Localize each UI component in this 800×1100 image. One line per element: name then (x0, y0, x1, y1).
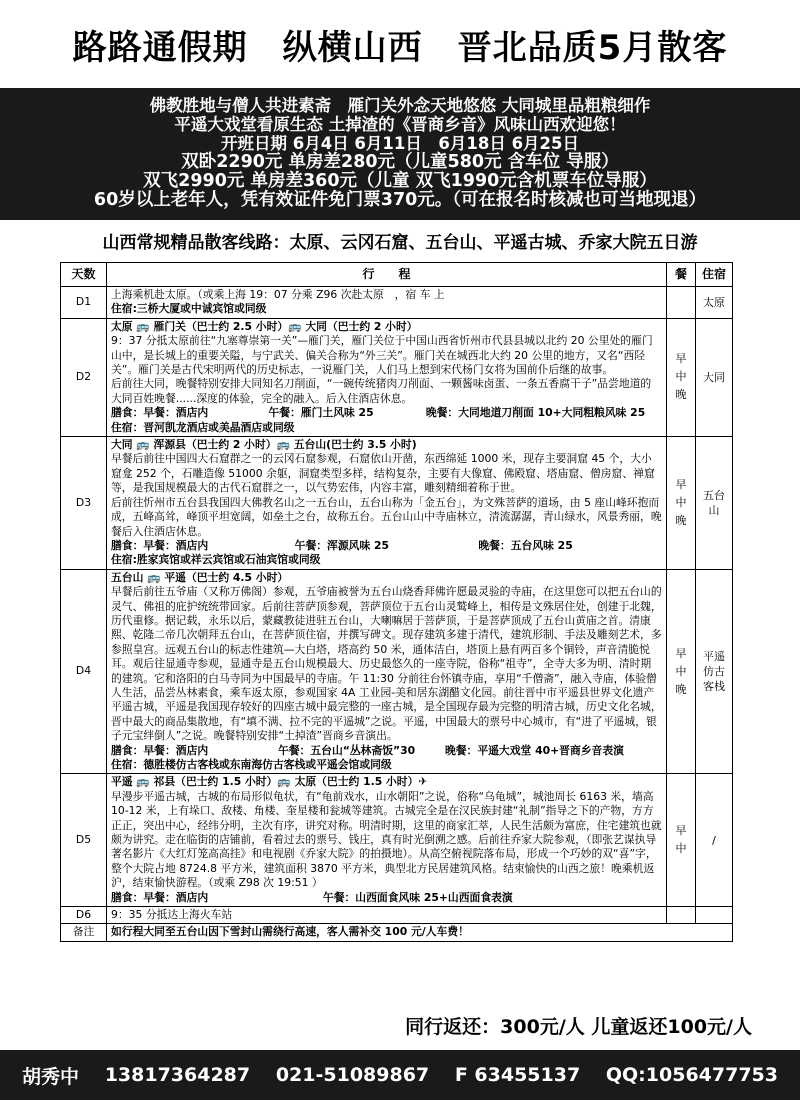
lunch: 午餐：浑源风味 25 (294, 538, 390, 552)
itinerary-cell (107, 774, 667, 907)
promo-line: 平遥大戏堂看原生态 土掉渣的《晋商乡音》风味山西欢迎您！ (174, 115, 626, 134)
stay-cell: 平遥仿古客栈 (696, 569, 733, 774)
itinerary-text: 上海乘机赴太原。（或乘上海 19：07 分乘 Z96 次赴太原 ，宿 车 上 (111, 288, 445, 301)
route-title: 山西常规精品散客线路：太原、云冈石窟、五台山、平遥古城、乔家大院五日游 (102, 233, 698, 253)
contact-bar (0, 1050, 800, 1100)
itinerary-cell (107, 318, 667, 436)
breakfast: 膳食：早餐：酒店内 (111, 743, 209, 757)
meal-cell (667, 569, 696, 774)
stay-cell: / (696, 774, 733, 907)
meal-code: 晚 (675, 388, 687, 402)
header-day: 天数 (61, 263, 107, 287)
dinner: 晚餐：平遥大戏堂 40+晋商乡音表演 (444, 743, 624, 757)
meal-code: 晚 (675, 682, 687, 696)
table-header-row (61, 263, 733, 287)
contact-fax: F 63455137 (454, 1064, 581, 1086)
contact-phone: 021-51089867 (275, 1064, 430, 1086)
note-text: 如行程大同至五台山因下雪封山需绕行高速，客人需补交 100 元/人车费！ (107, 924, 733, 941)
meal-code: 早 (675, 824, 687, 838)
train-price: 双卧2290元 单房差280元（儿童580元 含车位 导服） (181, 152, 619, 172)
meal-cell (667, 318, 696, 436)
page-title: 路路通假期 纵横山西 晋北品质5月散客 (72, 27, 728, 68)
lodging-text: 住宿：德胜楼仿古客栈或东南海仿古客栈或平遥会馆或同级 (111, 758, 392, 771)
header-itinerary: 行 程 (107, 263, 667, 287)
title-bar (0, 0, 800, 88)
dinner: 晚餐：五台风味 25 (478, 538, 573, 552)
table-row-d6 (61, 907, 733, 924)
meal-cell (667, 437, 696, 570)
table-row-note (61, 924, 733, 941)
contact-qq: QQ:1056477753 (605, 1064, 778, 1086)
lunch: 午餐：五台山“丛林斋饭”30 (277, 743, 416, 757)
itinerary-cell (107, 287, 667, 319)
lunch: 午餐：山西面食风味 25+山西面食表演 (322, 890, 513, 904)
senior-discount: 60岁以上老年人，凭有效证件免门票370元。（可在报名时核减也可当地现退） (93, 190, 707, 210)
meal-line (111, 539, 662, 553)
contact-mobile: 13817364287 (104, 1064, 251, 1086)
contact-name: 胡秀中 (22, 1065, 80, 1088)
meal-code: 中 (675, 664, 687, 678)
itinerary-text: 早漫步平遥古城，古城的布局形似龟状，有“龟前戏水，山水朝阳”之说，俗称“乌龟城”，城池周长 6163 米，墙高 10-12 米，上有垛口、敌楼、角楼、奎星楼和瓮城等建筑。古城完全是在汉民族封建“礼制”指导之下的产物，方方正正，突出中心，经纬分明，主次有序，讲究对称。明清时期，这里的商家汇萃，人民生活颇为富庶，住宅建筑也就颇为讲究。走在临街的店铺前，看着过去的票号、钱庄，真有时光倒溯之感。后前往乔家大院参观，（即张艺谋执导著名影片《大红灯笼高高挂》和电视剧《乔家大院》的拍摄地）。从高空俯视院落布局，形成一个巧妙的双“喜”字，整个大院占地 8724.8 平方米，建筑面积 3870 平方米，典型北方民居建筑风格。结束愉快的山西之旅！晚乘机返沪，结束愉快游程。（或乘 Z98 次 19:51 ） (111, 789, 662, 890)
itinerary-cell: 9：35 分抵达上海火车站 (107, 907, 667, 924)
route-line: 五台山 🚌 平遥（巴士约 4.5 小时） (111, 570, 289, 584)
breakfast: 膳食：早餐：酒店内 (111, 406, 209, 420)
meal-cell (667, 287, 696, 319)
header-stay: 住宿 (696, 263, 733, 287)
day-cell: D2 (61, 318, 107, 436)
meal-code: 中 (675, 370, 687, 384)
promo-line: 佛教胜地与僧人共进素斋 雁门关外念天地悠悠 大同城里品粗粮细作 (149, 96, 651, 115)
departure-dates: 开班日期 6月4日 6月11日 6月18日 6月25日 (220, 134, 580, 153)
lodging-text: 住宿：晋河凯龙酒店或美晶酒店或同级 (111, 420, 295, 434)
day-cell: D1 (61, 287, 107, 319)
meal-code: 早 (675, 477, 687, 491)
table-row-d1 (61, 287, 733, 319)
itinerary-text: 后前往大同，晚餐特别安排大同知名刀削面，“一碗传统猪肉刀削面、一颗酱味卤蛋、一条五香腐干子”品尝地道的大同百姓晚餐......深度的体验，完全的融入。后入住酒店休息。 (111, 377, 652, 405)
itinerary-text: 早餐后前往中国四大石窟群之一的云冈石窟参观，石窟依山开凿，东西绵延 1000 米，现存主要洞窟 45 个，大小窟龛 252 个，石雕造像 51000 余躯，洞窟类型多样，结构复杂，主要有大像窟、佛殿窟、塔庙窟、僧房窟、禅窟等，是我国规模最大的古代石窟群之一，以气势宏伟，内容丰富，雕刻精细着称于世。 (111, 452, 655, 495)
breakfast: 膳食：早餐：酒店内 (111, 890, 209, 904)
dinner: 晚餐：大同地道刀削面 10+大同粗粮风味 25 (425, 406, 646, 420)
table-row-d3 (61, 437, 733, 570)
table-row-d5 (61, 774, 733, 907)
meal-line (111, 744, 662, 758)
itinerary-text: 早餐后前往五爷庙（又称万佛阁）参观，五爷庙被誉为五台山烧香拜佛许愿最灵验的寺庙，在这里您可以把五台山的灵气、佛祖的庇护统统带回家。后前往菩萨顶参观，菩萨顶位于五台山灵鹫峰上，相传是文殊居住处，创建于北魏，历代重修。据记载，永乐以后，蒙藏教徒进驻五台山，大喇嘛居于菩萨顶，于是菩萨顶成了五台山黄庙之首。清康熙、乾隆二帝几次朝拜五台山，在菩萨顶住宿，并撰写碑文。现存建筑多建于清代，建筑形制、手法及雕刻艺术，多参照皇宫。远观五台山的标志性建筑—大白塔，塔高约 50 米，通体洁白，塔顶上悬有两百多个铜铃，声音清脆悦耳。观后往显通寺参观，显通寺是五台山规模最大、历史最悠久的一座寺院，俗称“祖寺”，全寺大多为明、清时期的建筑。它和洛阳的白马寺同为中国最早的寺庙。午 11:30 分前往台怀镇寺庙，享用“千僧斋”，融入寺庙，体验僧人生活，品尝丛林素食，乘车返太原，参观国家 4A 工业园-美和居东湖醋文化园。前往晋中市平遥县世界文化遗产平遥古城，平遥是我国现存较好的四座古城中最完整的一座古城，是全国现存最为完整的明清古城，历史文化名城，晋中最大的商品集散地，有“填不满、拉不完的平遥城”之说。平遥，中国最大的票号中心城市，有“进了平遥城，银子元宝绊倒人”之说。晚餐特别安排“土掉渣”晋商乡音演出。 (111, 585, 662, 743)
day-cell: D4 (61, 569, 107, 774)
table-row-d4 (61, 569, 733, 774)
stay-cell (696, 907, 733, 924)
route-line: 平遥 🚌 祁县（巴士约 1.5 小时）🚌 太原（巴士约 1.5 小时）✈ (111, 775, 428, 789)
day-cell: D5 (61, 774, 107, 907)
day-cell: D6 (61, 907, 107, 924)
itinerary-cell (107, 437, 667, 570)
lodging-text: 住宿:三桥大厦或中诚宾馆或同级 (111, 302, 267, 316)
meal-code: 中 (675, 842, 687, 856)
meal-code: 早 (675, 352, 687, 366)
stay-cell: 大同 (696, 318, 733, 436)
meal-cell (667, 774, 696, 907)
meal-line (111, 891, 662, 905)
meal-code: 中 (675, 495, 687, 509)
route-line: 太原 🚌 雁门关（巴士约 2.5 小时）🚌 大同（巴士约 2 小时） (111, 319, 418, 333)
flight-price: 双飞2990元 单房差360元（儿童 双飞1990元含机票车位导服） (143, 171, 657, 191)
header-meal: 餐 (667, 263, 696, 287)
meal-code: 晚 (675, 513, 687, 527)
lunch: 午餐：雁门土风味 25 (268, 406, 374, 420)
meal-line (111, 406, 662, 420)
route-line: 大同 🚌 浑源县（巴士约 2 小时）🚌 五台山(巴士约 3.5 小时) (111, 438, 417, 452)
day-cell: D3 (61, 437, 107, 570)
stay-cell: 五台山 (696, 437, 733, 570)
itinerary-cell (107, 569, 667, 774)
promo-banner (0, 88, 800, 220)
itinerary-table (60, 262, 733, 942)
stay-cell: 太原 (696, 287, 733, 319)
meal-code: 早 (675, 646, 687, 660)
meal-cell (667, 907, 696, 924)
table-row-d2 (61, 318, 733, 436)
return-price: 同行返还：300元/人 儿童返还100元/人 (405, 1016, 752, 1038)
lodging-text: 住宿:胜家宾馆或祥云宾馆或石油宾馆或同级 (111, 553, 321, 567)
itinerary-text: 9：37 分抵太原前往“九塞尊崇第一关”—雁门关，雁门关位于中国山西省忻州市代县县城以北约 20 公里处的雁门山中，是长城上的重要关隘，与宁武关、偏关合称为“外三关”。雁门关在城西北大约 20 公里的地方，又名“西陉关”。雁门关是古代宋明两代的历史标志，一说雁门关，人们马上想到宋代杨门女将为国前仆后继的故事。 (111, 334, 653, 377)
note-label: 备注 (61, 924, 107, 941)
itinerary-text: 后前往忻州市五台县我国四大佛教名山之一五台山，五台山称为「金五台」，为文殊菩萨的道场，由 5 座山峰环抱而成，五峰高耸，峰顶平坦宽阔，如垒土之台，故称五台。五台山山中寺庙林立，清流潺潺，青山绿水，风景秀丽，晚餐后入住酒店休息。 (111, 495, 662, 538)
breakfast: 膳食：早餐：酒店内 (111, 538, 209, 552)
